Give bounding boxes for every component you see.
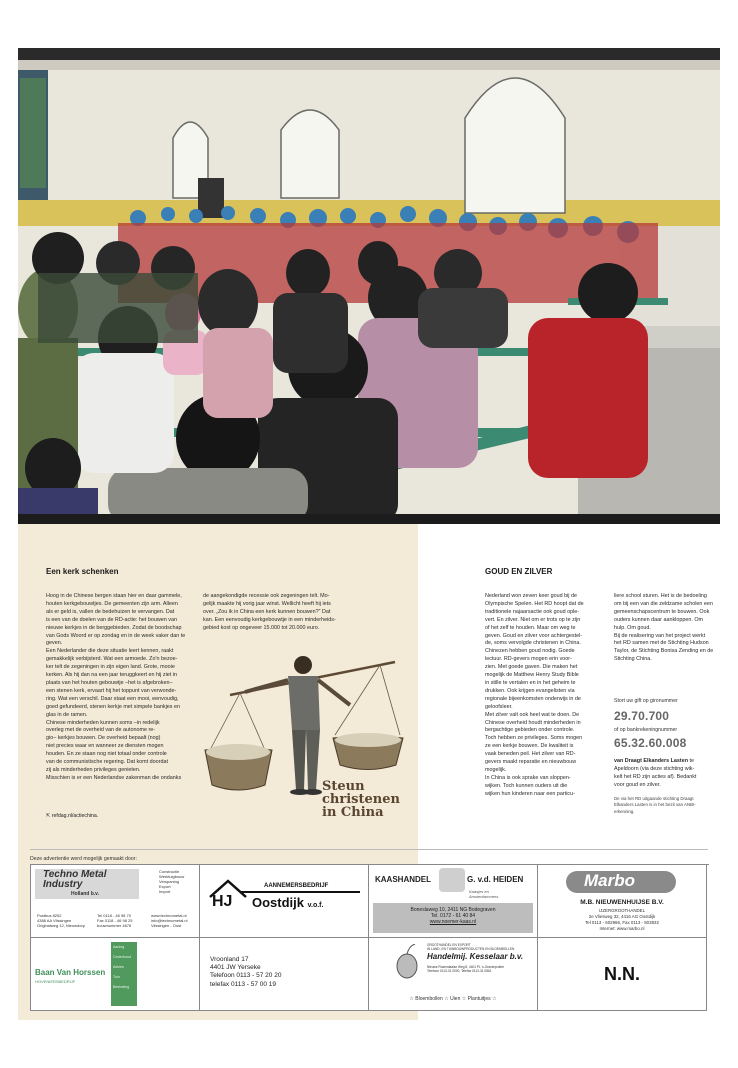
marbo-address: 2e Vliesweg 32, 4416 AG Oostdijk [588,914,656,919]
techno-sub: Holland b.v. [71,891,99,897]
recipient-name: van Draagt Elkanders Lasten [614,758,689,764]
techno-web: www.technometal.nl info@technometal.nl Vlissingen - Oost [151,913,188,928]
recipient-text [614,758,714,790]
techno-name: Techno Metal Industry [43,869,107,890]
church-photo [18,48,720,524]
giro-number: 29.70.700 [614,709,670,723]
baan-name: Baan Van Horssen [35,968,106,977]
techno-phone: Tel 0118 - 46 98 70 Fax 0118 - 46 98 25 bouwnummer 4676 [97,913,133,928]
gold-column-2: liere school sturen. Het is de bedoeling om bij een van die zeldzame scholen een gemeenschapscentrum te bouwen. Ook ouders kunnen daar aankloppen. Om hulp. Om goud. Bij de realisering van het project werkt het RD samen met de Stichting Hudson Taylor, de Stichting Bonisa Zending en de Stichting China. [614,593,714,663]
article-heading: Een kerk schenken [46,567,119,576]
heiden-name: G. v.d. HEIDEN [467,875,524,884]
marbo-sub: IJZERGROOTHANDEL [598,908,646,913]
hj-suffix: v.o.f. [307,902,324,909]
address-block [210,956,281,989]
heiden-title: KAASHANDEL [375,875,431,884]
sponsor-kaashandel[interactable] [369,865,538,938]
sponsor-address[interactable] [200,938,369,1011]
hj-initials: HJ [212,893,233,910]
marbo-web: Internet: www.marbo.nl [599,926,645,931]
address-line-1: Vroonland 17 [210,956,249,963]
address-line-2: 4401 JW Yerseke [210,964,261,972]
article-column-1: Hoog in de Chinese bergen staan hier en daar gammele, houten kerkgebouwtjes. De gemeenten zijn arm. Alleen als er geld is, vallen de bedehuizen te vervangen. Dat is een van de doelen van de RD-actie: het bouwen van nieuwe kerkjes in de berggebieden. Zodat de boodschap van Gods Woord er op zondag en in de week vaker dan te geven. Een Nederlander die deze situatie leert kennen, raakt gemakkelijk verbijsterd. Wat een armoede. Zo'n bezoe- ker telt de zegeningen in zijn eigen land. Grote, mooie kerken. Als hij dan na een jaar teruggkeert en hij ziet in plaats van het houten gebouwtje –het is afgebroken– een stenen kerk, ervaart hij het toppunt van verwonde- ring. Wat een verschil. Daar staat een mooi, eenvoudig, goed gefundeerd, stenen kerkje met simpele bankjes en glas in de ramen. Chinese minderheden kunnen soms –in redelijk overleg met de overheid van de autonome re- gio– kerkjes bouwen. De overheid bepaalt (nog) niet precies waar en wanneer ze diensten mogen houden. En ze staan nog niet totaal onder controle van de communistische regering. Dat komt doordat zij als minderheden privileges genieten. Misschien is er een Nederlandse zakenman die ondanks [46,593,186,781]
sponsor-grid [30,864,709,1011]
marbo-brand: Marbo [584,871,635,890]
heiden-phone: Tel. 0172 - 61 40 84 [430,913,476,919]
sponsor-caption: Deze advertentie werd mogelijk gemaakt door: [30,856,137,862]
baan-side-band [111,942,137,1006]
sponsor-marbo[interactable] [538,865,707,938]
baan-services: Aanleg Onderhoud Advies Tuin Bestrating [113,945,131,989]
gold-column-1: Nederland won zeven keer goud bij de Olympische Spelen. Het RD hoopt dat de traditionele najaarsactie ook goud ople- vert. En zilver. Niet om er trots op te zijn of het zelf te houden. Maar om weg te geven. Goud en zilver voor achtergestel- de, soms vervolgde christenen in China. Chinezen hebben goud nodig. Goede lectuur. RD-gevers mogen erin voor- zien. Met goede gaven. Die maken het mogelijk de Matthew Henry Study Bible in stille te vertalen en in het geheim te drukken. Ook krijgen evangelisten via regionale bijeenkomsten onderwijs in de geloofsleer. Met zilver valt ook heel wat te doen. De Chinese overheid houdt minderheden in bergachtige gebieden onder controle. Toch hebben ze privileges. Soms mogen ze een kerkje bouwen. De kwaliteit is vaak beneden peil. Het zilver van RD- gevers maakt reparatie en nieuwbouw mogelijk. In China is ook sprake van sloppen- wijken. Toch kunnen ouders uit die wijken hun kinderen naar een particu- [485,593,584,797]
heiden-slogan: Kaasjes en Amsterdammers [469,889,499,899]
link-icon: ⇱ [46,813,52,819]
gold-heading: GOUD EN ZILVER [485,567,553,576]
heiden-info-box [373,903,533,933]
article-link-text: refdag.nl/actiechina. [51,813,99,819]
hj-brand [252,895,323,910]
marbo-phone: Tel 0113 - 502966, Fax 0113 - 503832 [585,920,659,925]
hj-company-type: AANNEMERSBEDRIJF [264,883,329,889]
heiden-web: www.noemer-kaas.nl [429,919,477,925]
techno-address: Postbus 8252 4388 AA Vlissingen Originalweg 12, Nieuwdorp [37,913,86,928]
techno-services: Constructie Werktuigbouw Verspaning Export Import [159,869,185,894]
address-line-4: telefax 0113 - 57 00 19 [210,980,277,988]
address-line-3: Telefoon 0113 - 57 20 20 [210,972,282,980]
kesselaar-address: Nieuwe Rosendaalse Weg 8, 4401 PL 's-Gravenpolder Telefoon 0113-31 0000, Telefax 0113-31 0861 [427,965,505,973]
divider [30,849,708,850]
donate-label-bank: of op bankrekeningnummer [614,727,678,733]
illustration-title: Steun christenen in China [322,779,400,820]
bank-number: 65.32.60.008 [614,736,687,750]
kesselaar-name: Handelmij. Kesselaar b.v. [427,952,524,961]
donate-label-giro: Stort uw gift op gironummer [614,698,678,704]
kesselaar-products: ☆ Bloembollen ☆ Uien ☆ Plantuitjes ☆ [409,996,497,1002]
article-link[interactable] [46,813,98,819]
heiden-address: Boneslaweg 10, 2411 NG Bodegraven [410,907,496,913]
sponsor-techno-metal[interactable] [31,865,200,938]
hj-brand-text: Oostdijk [252,895,305,910]
baan-sub: HOVENIERSBEDRIJF [35,979,76,984]
bulb-icon [395,944,419,980]
sponsor-kesselaar[interactable] [369,938,538,1011]
recipient-detail: te Apeldoorn (via deze stichting wik- kelt het RD zijn acties af). Bedankt voor goud en zilver. [614,758,697,788]
cheese-icon [439,868,465,892]
kesselaar-sub: GROOTHANDEL EN EXPORT IN LAND- EN TUINBOUWPRODUCTEN EN BLOEMBOLLEN [427,943,515,951]
sponsor-hj-oostdijk[interactable] [200,865,369,938]
hj-rule [240,891,360,893]
sponsor-nn [538,938,707,1011]
article-column-2: de aangekondigde recessie ook zegeningen telt. Mo- gelijk maakte hij vorig jaar winst. Wellicht heeft hij iets over. „Zou ik in China een kerk kunnen bouwen?” Dat kan. Een eenvoudig kerkgebouwtje in een minderheids- gebied kost op ongeveer 15.000 tot 20.000 euro. [203,593,336,631]
marbo-name: M.B. NIEUWENHUIJSE B.V. [580,899,664,906]
anbi-footnote: De via het RD uitgaande stichting Draagt Elkanders Lasten is in het bezit van ANBI- erkenning. [614,796,696,814]
sponsor-baan-van-horssen[interactable] [31,938,200,1011]
nn-label: N.N. [604,964,640,984]
